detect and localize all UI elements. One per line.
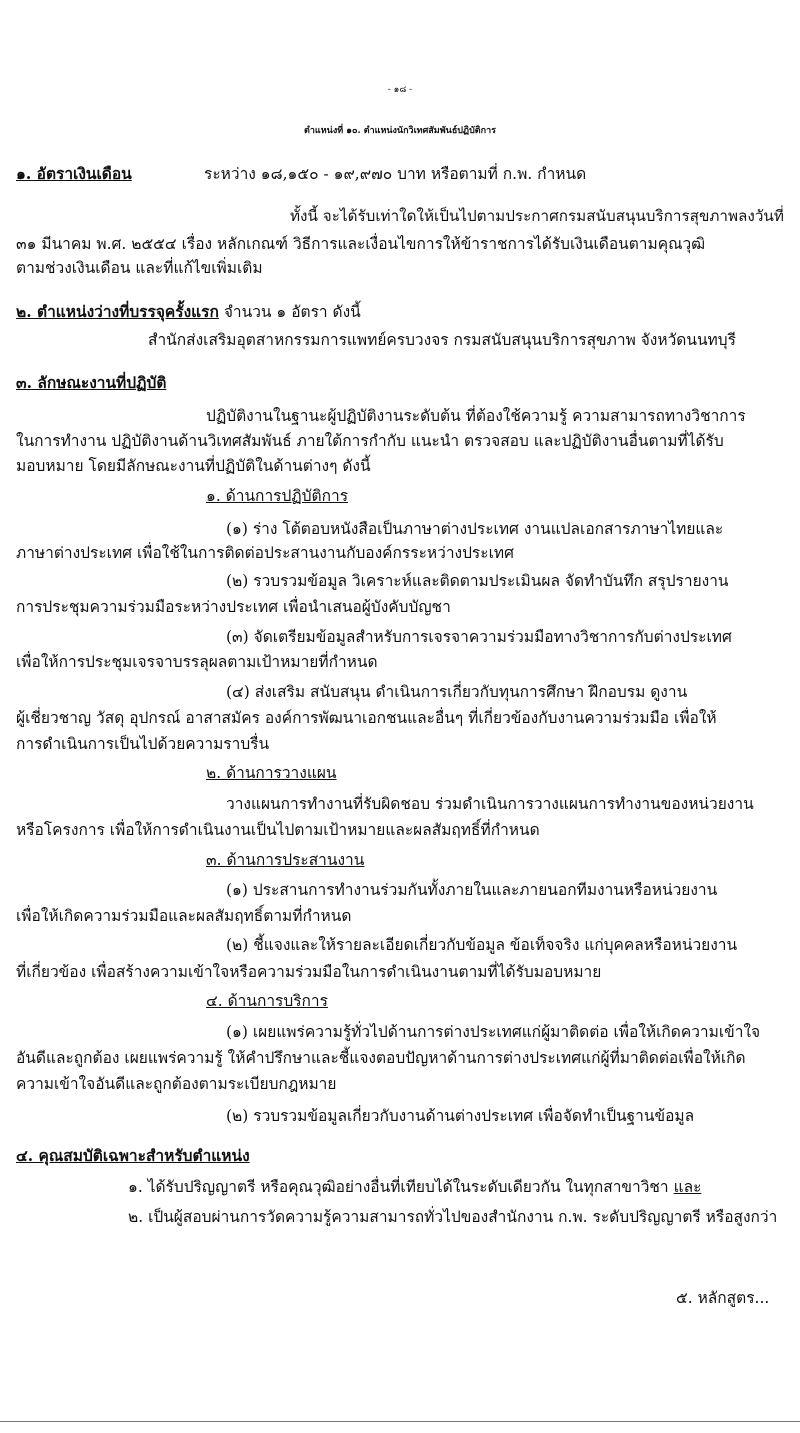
service-item-1-line-2: อันดีและถูกต้อง เผยแพร่ความรู้ ให้คำปรึกษาและชี้แจงตอบปัญหาด้านการต่างประเทศแก่ผู้ที่มาติดต่อเพื่อให้เกิด [16,1049,746,1067]
service-item-1-line-1: (๑) เผยแพร่ความรู้ทั่วไปด้านการต่างประเทศแก่ผู้มาติดต่อ เพื่อให้เกิดความเข้าใจ [226,1023,761,1041]
qualification-1-and: และ [673,1178,702,1196]
subsection-service: ๔. ด้านการบริการ [206,992,328,1010]
planning-line-2: หรือโครงการ เพื่อให้การดำเนินงานเป็นไปตามเป้าหมายและผลสัมฤทธิ์ที่กำหนด [16,821,540,839]
qualification-1 [128,1177,701,1197]
salary-note-line-1: ทั้งนี้ จะได้รับเท่าใดให้เป็นไปตามประกาศกรมสนับสนุนบริการสุขภาพลงวันที่ [290,207,784,225]
operations-item-4-line-2: ผู้เชี่ยวชาญ วัสดุ อุปกรณ์ อาสาสมัคร องค์การพัฒนาเอกชนและอื่นๆ ที่เกี่ยวข้องกับงานความร่วมมือ เพื่อให้ [16,709,717,727]
section-2-line [16,302,361,322]
qualification-1-text: ๑. ได้รับปริญญาตรี หรือคุณวุฒิอย่างอื่นที่เทียบได้ในระดับเดียวกัน ในทุกสาขาวิชา [128,1178,669,1196]
continuation-marker: ๕. หลักสูตร... [676,1289,770,1307]
operations-item-1-line-1: (๑) ร่าง โต้ตอบหนังสือเป็นภาษาต่างประเทศ งานแปลเอกสารภาษาไทยและ [226,520,724,538]
operations-item-4-line-3: การดำเนินการเป็นไปด้วยความราบรื่น [16,735,270,753]
coordination-item-1-line-1: (๑) ประสานการทำงานร่วมกันทั้งภายในและภายนอกทีมงานหรือหน่วยงาน [226,881,718,899]
planning-line-1: วางแผนการทำงานที่รับผิดชอบ ร่วมดำเนินการวางแผนการทำงานของหน่วยงาน [226,795,754,813]
bottom-rule [0,1421,800,1422]
service-item-1-line-3: ความเข้าใจอันดีและถูกต้องตามระเบียบกฎหมาย [16,1075,337,1093]
operations-item-4-line-1: (๔) ส่งเสริม สนับสนุน ดำเนินการเกี่ยวกับทุนการศึกษา ฝึกอบรม ดูงาน [226,683,688,701]
operations-item-1-line-2: ภาษาต่างประเทศ เพื่อใช้ในการติดต่อประสานงานกับองค์กรระหว่างประเทศ [16,544,514,562]
position-title: ตำแหน่งที่ ๑๐. ตำแหน่งนักวิเทศสัมพันธ์ปฏิบัติการ [304,126,496,136]
coordination-item-2-line-2: ที่เกี่ยวข้อง เพื่อสร้างความเข้าใจหรือความร่วมมือในการดำเนินงานตามที่ได้รับมอบหมาย [16,963,602,981]
operations-item-3-line-1: (๓) จัดเตรียมข้อมูลสำหรับการเจรจาความร่วมมือทางวิชาการกับต่างประเทศ [226,628,732,646]
service-item-2: (๒) รวบรวมข้อมูลเกี่ยวกับงานด้านต่างประเทศ เพื่อจัดทำเป็นฐานข้อมูล [226,1107,695,1125]
vacancy-organization: สำนักส่งเสริมอุตสาหกรรมการแพทย์ครบวงจร กรมสนับสนุนบริการสุขภาพ จังหวัดนนทบุรี [148,331,736,349]
operations-item-2-line-1: (๒) รวบรวมข้อมูล วิเคราะห์และติดตามประเมินผล จัดทำบันทึก สรุปรายงาน [226,572,729,590]
page-number: - ๑๘ - [387,85,413,95]
duties-intro-line-2: ในการทำงาน ปฏิบัติงานด้านวิเทศสัมพันธ์ ภายใต้การกำกับ แนะนำ ตรวจสอบ และปฏิบัติงานอื่นตามที่ได้รับ [16,432,724,450]
coordination-item-2-line-1: (๒) ชี้แจงและให้รายละเอียดเกี่ยวกับข้อมูล ข้อเท็จจริง แก่บุคคลหรือหน่วยงาน [226,936,738,954]
duties-intro-line-1: ปฏิบัติงานในฐานะผู้ปฏิบัติงานระดับต้น ที่ต้องใช้ความรู้ ความสามารถทางวิชาการ [206,407,746,425]
section-3-heading: ๓. ลักษณะงานที่ปฏิบัติ [16,373,167,392]
coordination-item-1-line-2: เพื่อให้เกิดความร่วมมือและผลสัมฤทธิ์ตามที่กำหนด [16,907,352,925]
subsection-coordination: ๓. ด้านการประสานงาน [206,851,365,869]
duties-intro-line-3: มอบหมาย โดยมีลักษณะงานที่ปฏิบัติในด้านต่างๆ ดังนี้ [16,457,371,475]
section-1-heading: ๑. อัตราเงินเดือน [16,164,132,183]
vacancy-count: จำนวน ๑ อัตรา ดังนี้ [223,303,361,321]
section-2-heading: ๒. ตำแหน่งว่างที่บรรจุครั้งแรก [16,302,219,321]
salary-note-line-2: ๓๑ มีนาคม พ.ศ. ๒๕๕๔ เรื่อง หลักเกณฑ์ วิธีการและเงื่อนไขการให้ข้าราชการได้รับเงินเดือนตามคุณวุฒิ [16,235,706,253]
subsection-operations: ๑. ด้านการปฏิบัติการ [206,487,349,505]
operations-item-3-line-2: เพื่อให้การประชุมเจรจาบรรลุผลตามเป้าหมายที่กำหนด [16,653,378,671]
operations-item-2-line-2: การประชุมความร่วมมือระหว่างประเทศ เพื่อนำเสนอผู้บังคับบัญชา [16,598,451,616]
subsection-planning: ๒. ด้านการวางแผน [206,764,337,782]
section-4-heading: ๔. คุณสมบัติเฉพาะสำหรับตำแหน่ง [16,1146,250,1165]
salary-note-line-3: ตามช่วงเงินเดือน และที่แก้ไขเพิ่มเติม [16,259,263,277]
qualification-2: ๒. เป็นผู้สอบผ่านการวัดความรู้ความสามารถทั่วไปของสำนักงาน ก.พ. ระดับปริญญาตรี หรือสูงกว่า [128,1208,778,1226]
salary-range: ระหว่าง ๑๘,๑๕๐ - ๑๙,๙๗๐ บาท หรือตามที่ ก.พ. กำหนด [204,165,587,183]
